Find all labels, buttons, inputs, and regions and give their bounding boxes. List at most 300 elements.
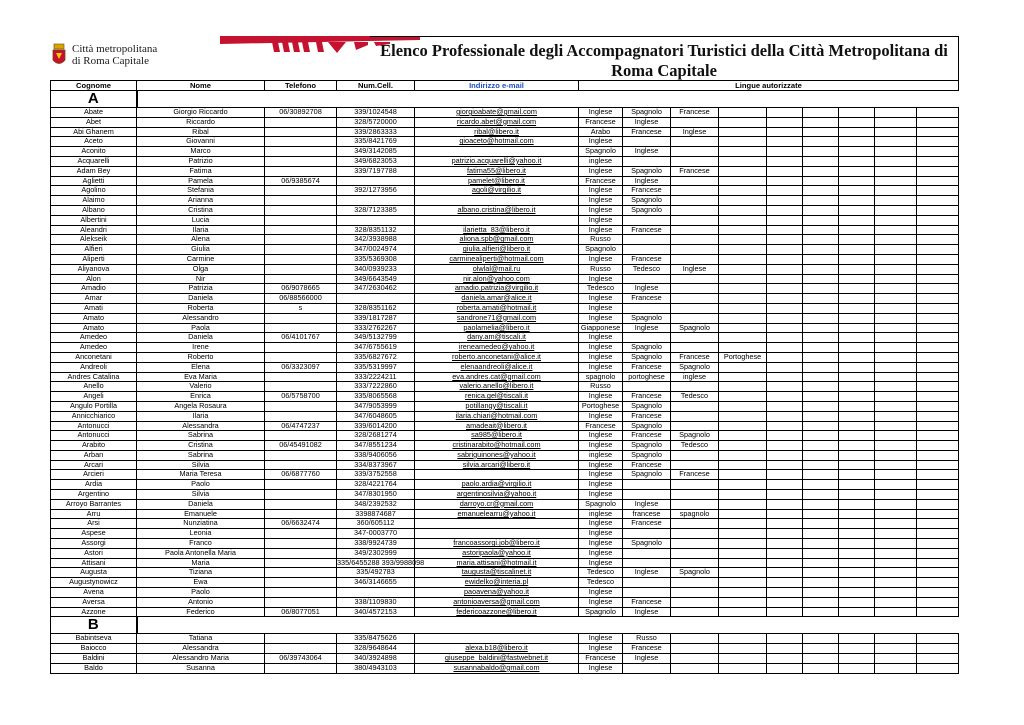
cell-cell: 339/1024548 (337, 108, 415, 118)
empty-cell (875, 215, 917, 225)
cell-lingua-3 (671, 205, 719, 215)
empty-cell (875, 108, 917, 118)
col-header-cognome: Cognome (51, 81, 137, 91)
empty-cell (767, 421, 803, 431)
cell-lingua-1: Inglese (579, 663, 623, 673)
empty-cell (917, 539, 959, 549)
empty-cell (917, 597, 959, 607)
cell-cognome: Aceto (51, 137, 137, 147)
empty-cell (803, 470, 839, 480)
cell-email[interactable]: ribal@libero.it (415, 127, 579, 137)
empty-cell (719, 441, 767, 451)
empty-cell (917, 117, 959, 127)
cell-nome: Valerio (137, 382, 265, 392)
cell-email[interactable]: giuseppe_baldini@fastwebnet.it (415, 654, 579, 664)
cell-email[interactable]: ewidelko@interia.pl (415, 578, 579, 588)
empty-cell (839, 392, 875, 402)
empty-cell (803, 254, 839, 264)
cell-email[interactable]: albano.cristina@libero.it (415, 205, 579, 215)
cell-email[interactable]: sa985@libero.it (415, 431, 579, 441)
cell-email[interactable]: amadeait@libero.it (415, 421, 579, 431)
cell-email[interactable]: ricardo.abet@gmail.com (415, 117, 579, 127)
cell-telefono: 06/5758700 (265, 392, 337, 402)
cell-email[interactable]: silvia.arcari@libero.it (415, 460, 579, 470)
empty-cell (839, 264, 875, 274)
cell-lingua-3: Francese (671, 470, 719, 480)
empty-cell (719, 108, 767, 118)
table-row (51, 548, 959, 558)
cell-cell: 349/2302999 (337, 548, 415, 558)
empty-cell (719, 343, 767, 353)
cell-telefono (265, 127, 337, 137)
empty-cell (839, 294, 875, 304)
cell-telefono: 06/6632474 (265, 519, 337, 529)
empty-cell (875, 323, 917, 333)
cell-cell: 347-0003770 (337, 529, 415, 539)
cell-telefono (265, 548, 337, 558)
cell-email[interactable]: paoavena@yahoo.it (415, 588, 579, 598)
cell-nome: Ilaria (137, 225, 265, 235)
cell-email[interactable]: francoassorgi.job@libero.it (415, 539, 579, 549)
empty-cell (803, 607, 839, 617)
empty-cell (767, 597, 803, 607)
cell-lingua-2: Spagnolo (623, 343, 671, 353)
cell-cognome: Antonucci (51, 421, 137, 431)
table-row (51, 352, 959, 362)
table-row (51, 108, 959, 118)
empty-cell (803, 333, 839, 343)
empty-cell (767, 352, 803, 362)
empty-cell (875, 578, 917, 588)
empty-cell (875, 284, 917, 294)
cell-lingua-2 (623, 235, 671, 245)
cell-email[interactable]: carminealiperti@hotmail.com (415, 254, 579, 264)
table-row (51, 441, 959, 451)
cell-email[interactable]: argentinosilvia@yahoo.it (415, 490, 579, 500)
empty-cell (917, 196, 959, 206)
empty-cell (917, 205, 959, 215)
cell-email[interactable]: eva.andres.cat@gmail.com (415, 372, 579, 382)
empty-cell (917, 644, 959, 654)
empty-cell (839, 362, 875, 372)
cell-cell: 335/8475626 (337, 634, 415, 644)
cell-email[interactable]: maria.attisani@hotmail.it (415, 558, 579, 568)
empty-cell (767, 450, 803, 460)
cell-lingua-2: Inglese (623, 147, 671, 157)
cell-lingua-3 (671, 634, 719, 644)
cell-email[interactable]: giorgioabate@gmail.com (415, 108, 579, 118)
empty-cell (875, 196, 917, 206)
empty-cell (875, 411, 917, 421)
table-row (51, 663, 959, 673)
table-row (51, 490, 959, 500)
empty-cell (803, 558, 839, 568)
cell-lingua-3: Tedesco (671, 441, 719, 451)
table-row (51, 117, 959, 127)
cell-lingua-2: Inglese (623, 607, 671, 617)
cell-email[interactable]: giulia.alfieri@libero.it (415, 245, 579, 255)
cell-cognome: Arcari (51, 460, 137, 470)
cell-lingua-1: Inglese (579, 225, 623, 235)
table-row (51, 607, 959, 617)
cell-cognome: Arban (51, 450, 137, 460)
cell-lingua-1: Inglese (579, 254, 623, 264)
cell-lingua-1: Inglese (579, 186, 623, 196)
empty-cell (719, 294, 767, 304)
cell-cell: 348/2392532 (337, 499, 415, 509)
cell-lingua-2: Inglese (623, 176, 671, 186)
empty-cell (767, 431, 803, 441)
empty-cell (875, 401, 917, 411)
cell-telefono (265, 147, 337, 157)
cell-lingua-1: Inglese (579, 634, 623, 644)
cell-lingua-1: Inglese (579, 519, 623, 529)
empty-cell (767, 644, 803, 654)
cell-nome: Nir (137, 274, 265, 284)
empty-cell (839, 176, 875, 186)
cell-cognome: Attisani (51, 558, 137, 568)
cell-lingua-3 (671, 450, 719, 460)
cell-nome: Alessandra (137, 644, 265, 654)
cell-email[interactable]: agoli@virgilio.it (415, 186, 579, 196)
cell-email[interactable]: cristinarabito@hotmail.com (415, 441, 579, 451)
empty-cell (839, 509, 875, 519)
empty-cell (839, 431, 875, 441)
empty-cell (767, 166, 803, 176)
cell-lingua-2: Spagnolo (623, 352, 671, 362)
cell-lingua-2 (623, 663, 671, 673)
empty-cell (839, 196, 875, 206)
cell-email[interactable]: ireneamedeo@yahoo.it (415, 343, 579, 353)
cell-nome: Fatima (137, 166, 265, 176)
cell-telefono (265, 166, 337, 176)
cell-email[interactable]: pamelet@libero.it (415, 176, 579, 186)
empty-cell (839, 382, 875, 392)
cell-email[interactable]: potillangy@tiscali.it (415, 401, 579, 411)
cell-cognome: Albano (51, 205, 137, 215)
cell-email[interactable]: aliona.spb@gmail.com (415, 235, 579, 245)
cell-telefono (265, 137, 337, 147)
cell-email[interactable]: valerio.anello@libero.it (415, 382, 579, 392)
logo-line-1: Città metropolitana (72, 43, 158, 55)
empty-cell (875, 343, 917, 353)
cell-cell: 333/7222860 (337, 382, 415, 392)
cell-email[interactable]: darroyo.cr@gmail.com (415, 499, 579, 509)
empty-cell (875, 137, 917, 147)
section-letter-row (51, 617, 959, 634)
cell-cognome: Aleandri (51, 225, 137, 235)
empty-cell (767, 460, 803, 470)
cell-lingua-2: Spagnolo (623, 205, 671, 215)
cell-email[interactable]: sabriguinones@yahoo.it (415, 450, 579, 460)
empty-cell (719, 421, 767, 431)
empty-cell (875, 294, 917, 304)
empty-cell (917, 529, 959, 539)
empty-cell (803, 539, 839, 549)
empty-cell (803, 127, 839, 137)
empty-cell (803, 654, 839, 664)
empty-cell (917, 186, 959, 196)
cell-cognome: Aliperti (51, 254, 137, 264)
cell-cognome: Abi Ghanem (51, 127, 137, 137)
table-row (51, 401, 959, 411)
empty-cell (875, 166, 917, 176)
cell-email[interactable]: susannabaldo@gmail.com (415, 663, 579, 673)
cell-cell: 340/4572153 (337, 607, 415, 617)
cell-lingua-1: Russo (579, 382, 623, 392)
empty-cell (803, 490, 839, 500)
logo-line-2: di Roma Capitale (72, 55, 149, 67)
table-row (51, 597, 959, 607)
cell-nome: Elena (137, 362, 265, 372)
empty-cell (719, 264, 767, 274)
cell-cell: 349/6643549 (337, 274, 415, 284)
cell-cognome: Amar (51, 294, 137, 304)
empty-cell (875, 274, 917, 284)
cell-telefono (265, 264, 337, 274)
empty-cell (767, 548, 803, 558)
empty-cell (803, 294, 839, 304)
cell-cell: 328/2681274 (337, 431, 415, 441)
cell-cognome: Acquarelli (51, 156, 137, 166)
cell-telefono: s (265, 303, 337, 313)
empty-cell (803, 480, 839, 490)
cell-lingua-1: Inglese (579, 215, 623, 225)
cell-lingua-1: Inglese (579, 362, 623, 372)
cell-telefono (265, 235, 337, 245)
cell-cell: 338/9924739 (337, 539, 415, 549)
cell-cognome: Anconetani (51, 352, 137, 362)
professionals-table (50, 80, 958, 674)
cell-email[interactable]: olwlal@mail.ru (415, 264, 579, 274)
empty-cell (875, 147, 917, 157)
cell-nome: Ewa (137, 578, 265, 588)
table-row (51, 450, 959, 460)
table-row (51, 343, 959, 353)
cell-email[interactable]: astoripaola@yahoo.it (415, 548, 579, 558)
cell-email[interactable]: paolamelia@libero.it (415, 323, 579, 333)
cell-email[interactable]: emanuelearru@yahoo.it (415, 509, 579, 519)
cell-email[interactable]: amadio.patrizia@virgilio.it (415, 284, 579, 294)
empty-cell (917, 372, 959, 382)
cell-cell: 342/3938988 (337, 235, 415, 245)
cell-lingua-2: Inglese (623, 117, 671, 127)
empty-cell (719, 117, 767, 127)
cell-lingua-1: Inglese (579, 411, 623, 421)
empty-cell (875, 303, 917, 313)
table-row (51, 166, 959, 176)
empty-cell (719, 490, 767, 500)
empty-cell (767, 470, 803, 480)
cell-nome: Maria Teresa (137, 470, 265, 480)
empty-cell (839, 499, 875, 509)
cell-lingua-2: Francese (623, 460, 671, 470)
cell-nome: Emanuele (137, 509, 265, 519)
cell-nome: Maria (137, 558, 265, 568)
empty-cell (803, 392, 839, 402)
empty-cell (875, 431, 917, 441)
empty-cell (839, 343, 875, 353)
cell-cell: 338/9406056 (337, 450, 415, 460)
cell-lingua-3 (671, 284, 719, 294)
cell-cognome: Azzone (51, 607, 137, 617)
cell-telefono (265, 499, 337, 509)
empty-cell (719, 644, 767, 654)
cell-cognome: Amato (51, 323, 137, 333)
empty-cell (719, 274, 767, 284)
table-row (51, 156, 959, 166)
table-row (51, 654, 959, 664)
cell-email[interactable]: antonioaversa@gmail.com (415, 597, 579, 607)
empty-cell (839, 156, 875, 166)
cell-cell: 340/0939233 (337, 264, 415, 274)
cell-cell: 347/0024974 (337, 245, 415, 255)
table-row (51, 186, 959, 196)
cell-lingua-1: Inglese (579, 470, 623, 480)
empty-cell (917, 654, 959, 664)
empty-cell (719, 663, 767, 673)
cell-email[interactable]: patrizio.acquarelli@yahoo.it (415, 156, 579, 166)
empty-cell (719, 509, 767, 519)
cell-cognome: Arsi (51, 519, 137, 529)
cell-cognome: Augusta (51, 568, 137, 578)
cell-telefono (265, 588, 337, 598)
cell-nome: Paola (137, 323, 265, 333)
cell-nome: Silvia (137, 460, 265, 470)
cell-lingua-1: Inglese (579, 166, 623, 176)
cell-cell: 339/7197788 (337, 166, 415, 176)
empty-cell (767, 245, 803, 255)
cell-lingua-1: Inglese (579, 490, 623, 500)
cell-email[interactable]: taugusta@tiscalinet.it (415, 568, 579, 578)
page-title: Elenco Professionale degli Accompagnatori Turistici della Città Metropolitana di Roma Capitale (380, 41, 948, 80)
empty-cell (767, 441, 803, 451)
empty-cell (767, 205, 803, 215)
cell-telefono (265, 411, 337, 421)
cell-lingua-1: Portoghese (579, 401, 623, 411)
empty-cell (767, 215, 803, 225)
empty-cell (917, 235, 959, 245)
cell-email[interactable]: elenaandreoli@alice.it (415, 362, 579, 372)
cell-lingua-3: Inglese (671, 264, 719, 274)
empty-cell (917, 137, 959, 147)
cell-email[interactable]: paolo.ardia@virgilio.it (415, 480, 579, 490)
cell-lingua-3: Francese (671, 108, 719, 118)
empty-cell (917, 166, 959, 176)
empty-cell (767, 663, 803, 673)
empty-cell (875, 539, 917, 549)
cell-nome: Marco (137, 147, 265, 157)
empty-cell (917, 264, 959, 274)
cell-nome: Paola Antonella Maria (137, 548, 265, 558)
empty-cell (839, 108, 875, 118)
empty-cell (803, 245, 839, 255)
cell-cell: 339/2863333 (337, 127, 415, 137)
cell-email[interactable]: roberto.anconetani@alice.it (415, 352, 579, 362)
empty-cell (839, 401, 875, 411)
cell-lingua-1: Inglese (579, 539, 623, 549)
cell-telefono (265, 186, 337, 196)
cell-lingua-1: Inglese (579, 597, 623, 607)
cell-email[interactable]: sandrone71@gmail.com (415, 313, 579, 323)
cell-telefono (265, 634, 337, 644)
empty-cell (839, 539, 875, 549)
cell-email[interactable]: fatima55@libero.it (415, 166, 579, 176)
cell-lingua-3 (671, 411, 719, 421)
empty-cell (875, 663, 917, 673)
cell-email[interactable]: daniela.amar@alice.it (415, 294, 579, 304)
table-row (51, 519, 959, 529)
cell-nome: Paolo (137, 588, 265, 598)
empty-cell (767, 186, 803, 196)
empty-cell (767, 509, 803, 519)
cell-lingua-2: Francese (623, 362, 671, 372)
cell-telefono (265, 156, 337, 166)
empty-cell (839, 235, 875, 245)
cell-lingua-3 (671, 529, 719, 539)
cell-lingua-1: Inglese (579, 274, 623, 284)
table-row (51, 137, 959, 147)
cell-cognome: Ardia (51, 480, 137, 490)
cell-nome: Sabrina (137, 450, 265, 460)
empty-cell (839, 597, 875, 607)
cell-cell (337, 215, 415, 225)
cell-email[interactable]: alexa.b18@libero.it (415, 644, 579, 654)
cell-cognome: Aliyanova (51, 264, 137, 274)
cell-cognome: Alon (51, 274, 137, 284)
cell-lingua-3 (671, 176, 719, 186)
cell-email[interactable]: renica.gel@tiscali.it (415, 392, 579, 402)
cell-lingua-3: Francese (671, 352, 719, 362)
cell-lingua-3 (671, 137, 719, 147)
empty-cell (767, 303, 803, 313)
empty-cell (875, 392, 917, 402)
empty-cell (875, 519, 917, 529)
cell-email[interactable]: ilarietta_83@libero.it (415, 225, 579, 235)
cell-email[interactable]: dany.am@tiscali.it (415, 333, 579, 343)
cell-cognome: Augustynowicz (51, 578, 137, 588)
cell-nome: Leonia (137, 529, 265, 539)
cell-cell: 328/4221764 (337, 480, 415, 490)
cell-email[interactable]: roberta.amati@hotmail.it (415, 303, 579, 313)
logo-text (72, 43, 157, 67)
cell-nome: Alena (137, 235, 265, 245)
empty-cell (719, 568, 767, 578)
cell-cell: 392/1273956 (337, 186, 415, 196)
cell-lingua-3 (671, 490, 719, 500)
cell-nome: Irene (137, 343, 265, 353)
cell-email[interactable]: gioaceto@hotmail.com (415, 137, 579, 147)
table-row (51, 313, 959, 323)
empty-cell (917, 548, 959, 558)
cell-cell: 349/5132799 (337, 333, 415, 343)
cell-lingua-4: Portoghese (719, 352, 767, 362)
cell-email[interactable]: ilaria.chiari@hotmail.com (415, 411, 579, 421)
empty-cell (839, 578, 875, 588)
section-letter: B (51, 617, 137, 634)
section-spacer (137, 617, 959, 634)
cell-lingua-1: Tedesco (579, 284, 623, 294)
cell-lingua-2: Francese (623, 186, 671, 196)
cell-lingua-1: inglese (579, 450, 623, 460)
cell-lingua-3: Francese (671, 166, 719, 176)
empty-cell (875, 372, 917, 382)
cell-email[interactable]: federicoazzone@libero.it (415, 607, 579, 617)
cell-nome: Daniela (137, 499, 265, 509)
cell-email[interactable]: nir.alon@yahoo.com (415, 274, 579, 284)
cell-cognome: Alekseik (51, 235, 137, 245)
table-row (51, 215, 959, 225)
